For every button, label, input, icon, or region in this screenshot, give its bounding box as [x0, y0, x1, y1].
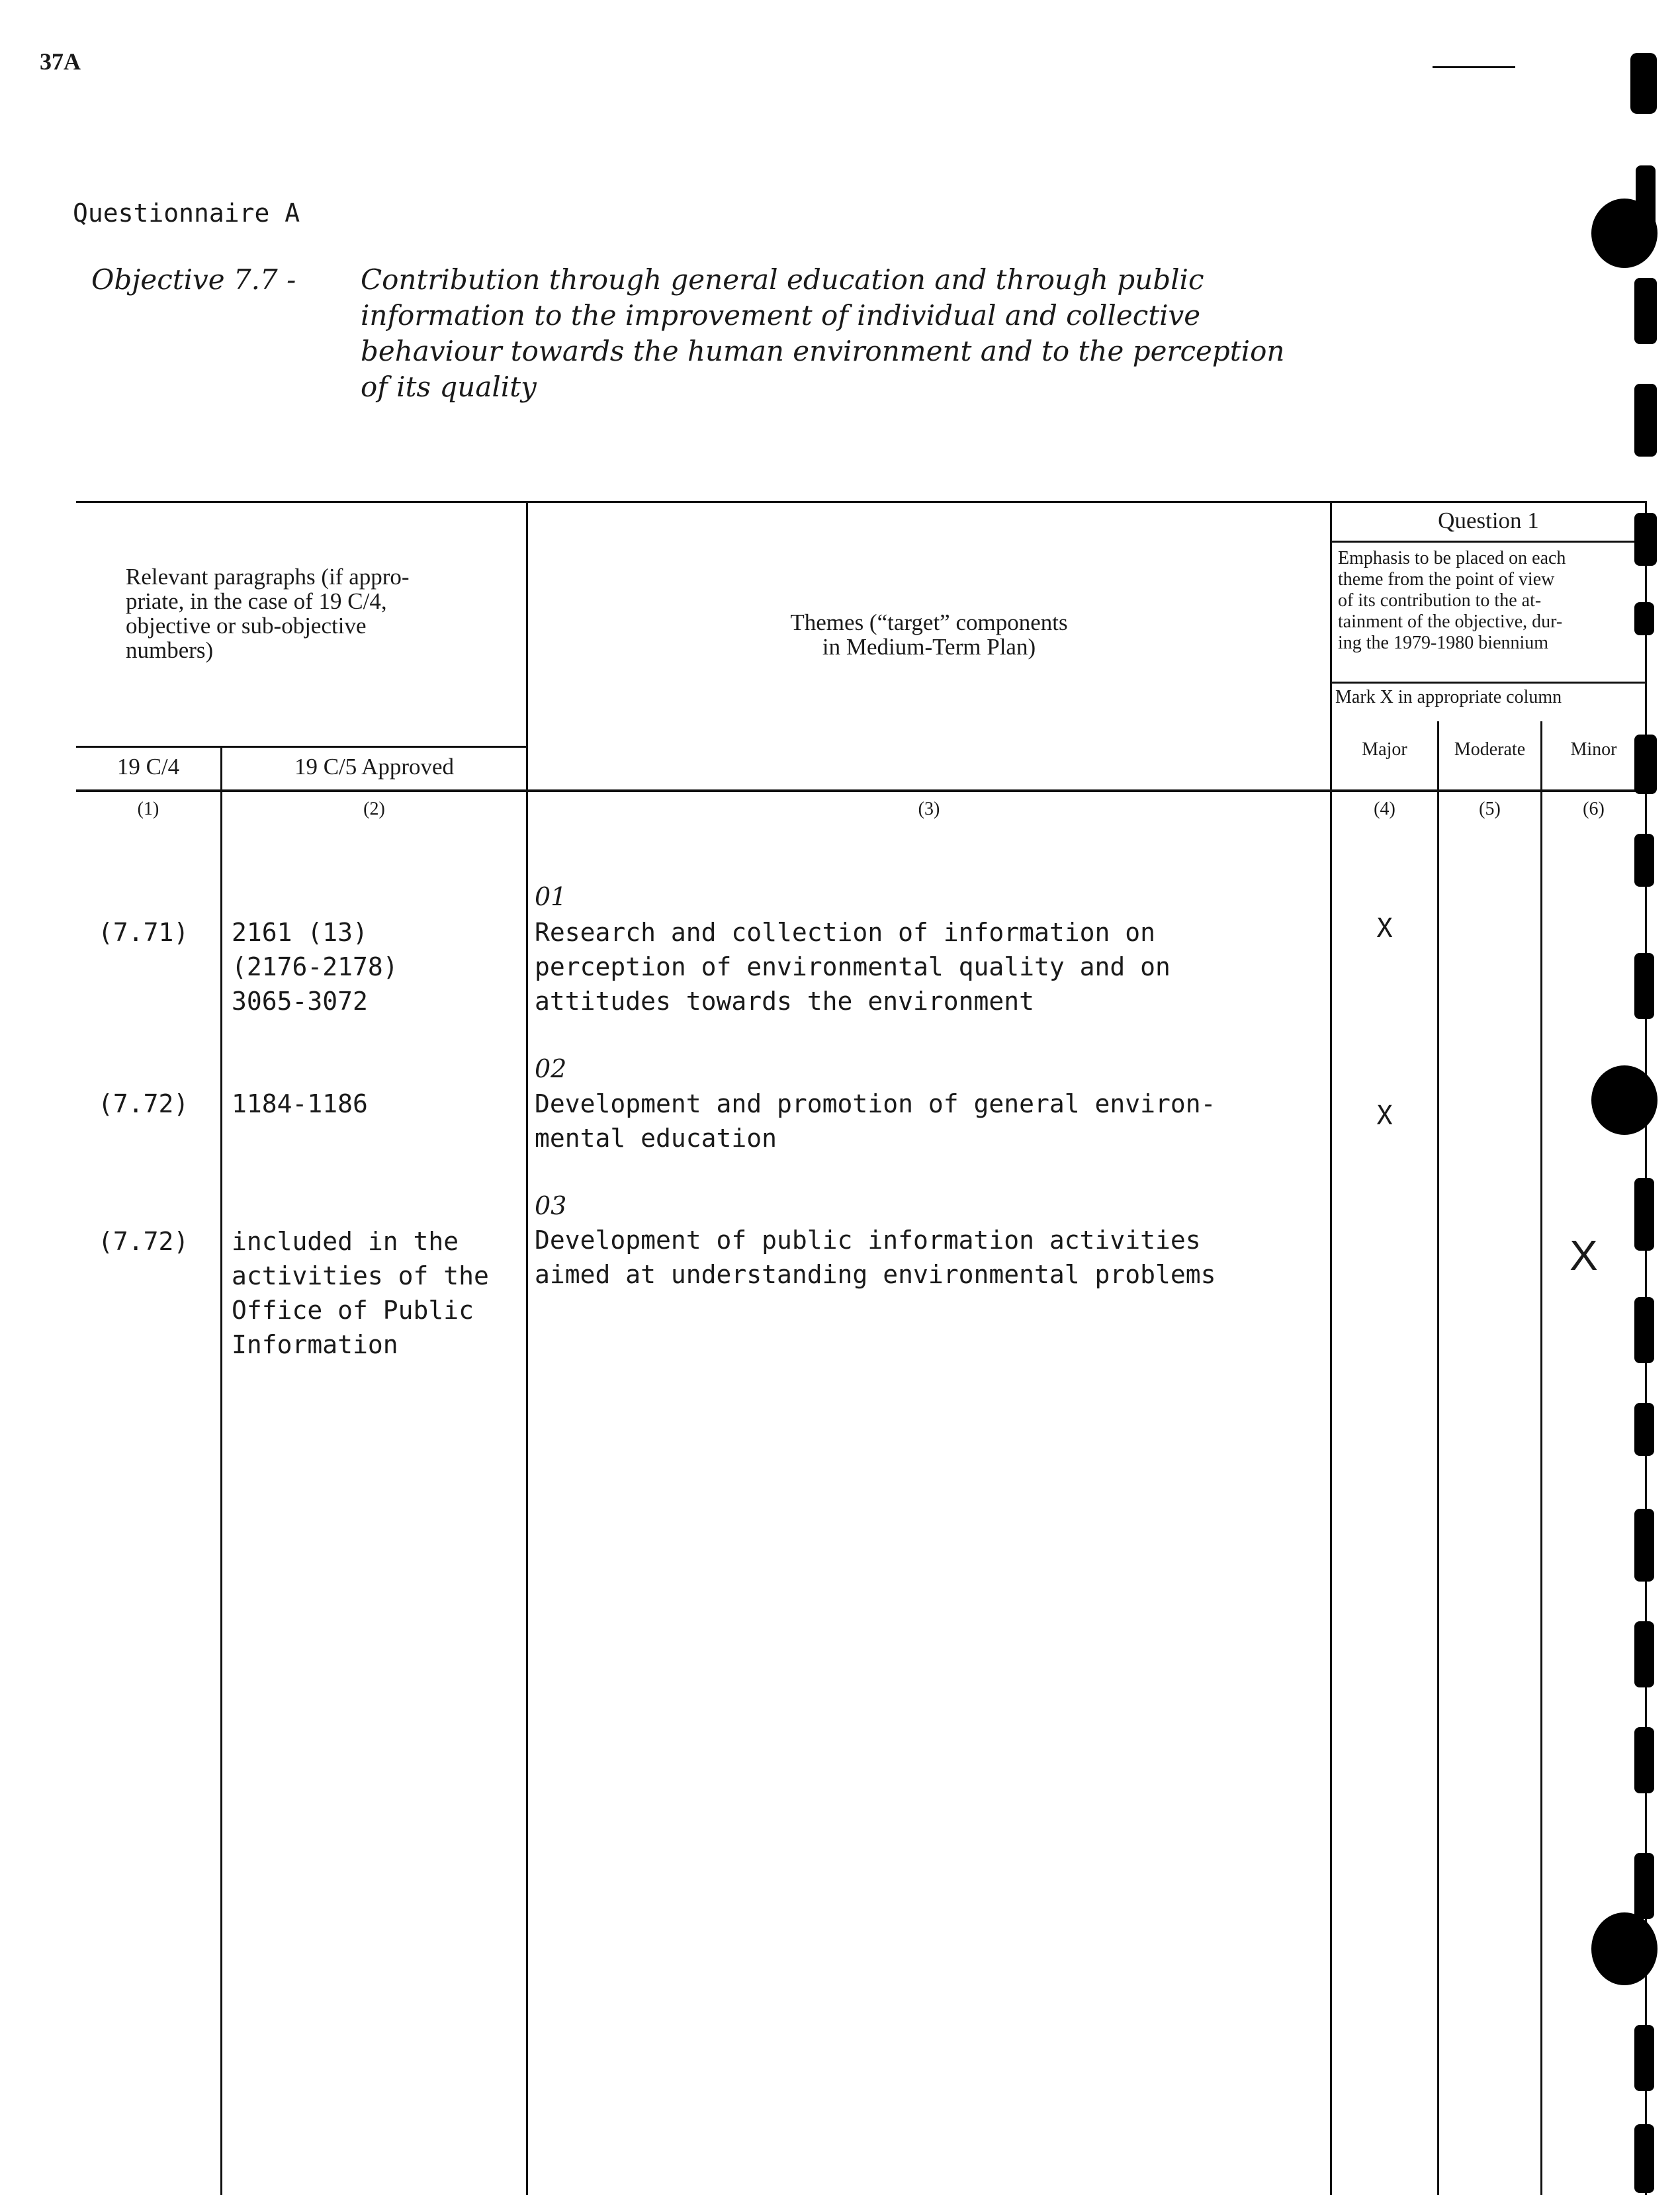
theme-code: 03 — [535, 1191, 567, 1220]
minor-header: Minor — [1570, 739, 1617, 760]
question-header: Question 1 — [1438, 508, 1539, 533]
objective-line: information to the improvement of individual and collective — [361, 299, 1201, 332]
objective-line: Contribution through general education and through public — [361, 263, 1204, 296]
theme-line: attitudes towards the environment — [535, 987, 1034, 1016]
header-line: of its contribution to the at- — [1338, 590, 1542, 611]
theme-line: Research and collection of information on — [535, 918, 1155, 947]
relevant-paragraphs-header — [126, 564, 496, 662]
theme-text — [535, 915, 1171, 1018]
questionnaire-title: Questionnaire A — [73, 199, 300, 228]
header-line: Emphasis to be placed on each — [1338, 548, 1566, 568]
minor-mark: X — [1569, 1232, 1598, 1279]
major-header: Major — [1362, 739, 1407, 760]
moderate-header: Moderate — [1454, 739, 1526, 760]
page-number: 37A — [40, 48, 81, 75]
col-number-2: (2) — [363, 799, 385, 819]
header-line: priate, in the case of 19 C/4, — [126, 588, 387, 614]
c5-line: Information — [232, 1330, 398, 1359]
theme-line: mental education — [535, 1124, 777, 1153]
theme-text — [535, 1087, 1216, 1155]
header-line: objective or sub-objective — [126, 613, 367, 639]
c5-line: included in the — [232, 1227, 459, 1256]
theme-code: 02 — [535, 1054, 567, 1083]
header-line: ing the 1979-1980 biennium — [1338, 633, 1549, 653]
col-number-4: (4) — [1374, 799, 1395, 819]
objective-text — [361, 262, 1284, 405]
objective-label: Objective 7.7 - — [91, 263, 296, 296]
theme-line: Development of public information activities — [535, 1226, 1201, 1255]
mark-instruction: Mark X in appropriate column — [1335, 687, 1562, 707]
col-number-1: (1) — [137, 799, 159, 819]
c5-line: activities of the — [232, 1261, 489, 1290]
c4-ref: (7.72) — [98, 1227, 189, 1256]
header-line: tainment of the objective, dur- — [1338, 611, 1563, 632]
emphasis-text — [1338, 548, 1646, 654]
major-mark: X — [1376, 913, 1393, 944]
c5-line: 1184-1186 — [232, 1089, 368, 1118]
header-line: theme from the point of view — [1338, 569, 1555, 590]
c5-ref — [232, 1087, 368, 1121]
c4-ref: (7.71) — [98, 918, 189, 947]
header-line: numbers) — [126, 637, 214, 663]
theme-text — [535, 1223, 1216, 1292]
col2-header: 19 C/5 Approved — [294, 754, 455, 780]
theme-line: perception of environmental quality and on — [535, 952, 1171, 981]
c5-line: 2161 (13) — [232, 918, 368, 947]
col1-header: 19 C/4 — [116, 754, 180, 780]
col-number-3: (3) — [918, 799, 940, 819]
theme-line: Development and promotion of general environ- — [535, 1089, 1216, 1118]
themes-header — [528, 610, 1330, 659]
header-line: Themes (“target” components — [790, 609, 1068, 635]
c5-ref — [232, 915, 398, 1018]
major-mark: X — [1376, 1100, 1393, 1131]
theme-code: 01 — [535, 882, 567, 911]
c5-line: Office of Public — [232, 1296, 474, 1325]
top-rule — [1433, 66, 1515, 68]
c5-line: (2176-2178) — [232, 952, 398, 981]
c5-line: 3065-3072 — [232, 987, 368, 1016]
theme-line: aimed at understanding environmental problems — [535, 1260, 1216, 1289]
header-line: Relevant paragraphs (if appro- — [126, 564, 410, 590]
header-line: in Medium-Term Plan) — [822, 634, 1036, 660]
col-number-5: (5) — [1479, 799, 1501, 819]
col-number-6: (6) — [1583, 799, 1605, 819]
objective-line: of its quality — [361, 371, 537, 403]
objective-line: behaviour towards the human environment and to the perception — [361, 335, 1285, 367]
c4-ref: (7.72) — [98, 1089, 189, 1118]
c5-ref — [232, 1224, 489, 1362]
